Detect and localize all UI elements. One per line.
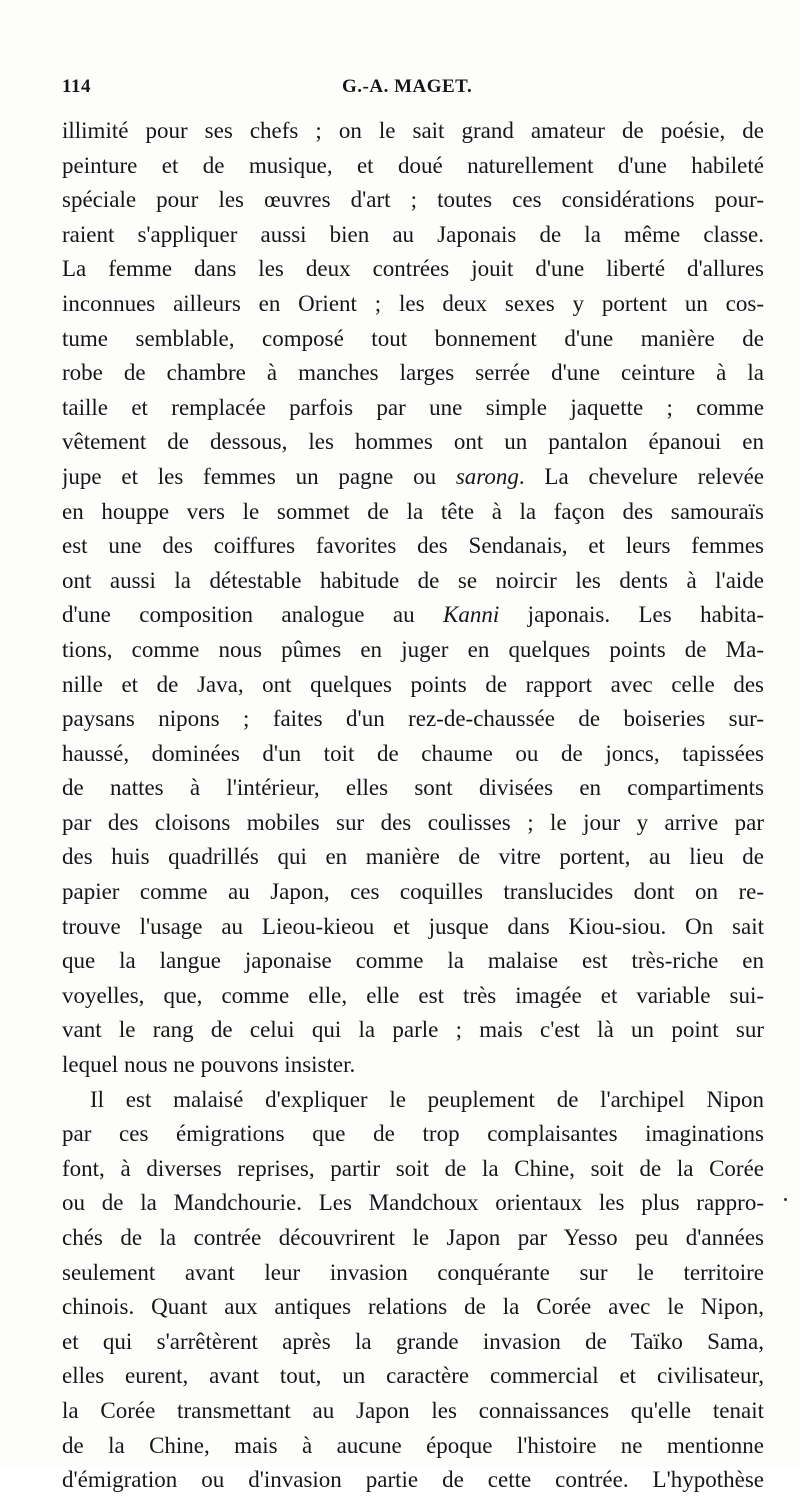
text-segment: chés de la contrée découvrirent le Japon par Yesso peu d'années xyxy=(62,1225,764,1250)
text-segment: des huis quadrillés qui en manière de vitre portent, au lieu de xyxy=(62,844,764,870)
text-line xyxy=(62,529,764,564)
text-segment: en houppe vers le sommet de la tête à la façon des samouraïs xyxy=(62,498,764,524)
text-segment: peinture et de musique, et doué naturellement d'une habileté xyxy=(62,152,764,178)
text-line xyxy=(62,322,764,357)
text-line xyxy=(62,1325,764,1360)
text-line xyxy=(62,840,764,875)
text-segment: est une des coiffures favorites des Sendanais, et leurs femmes xyxy=(62,533,764,559)
text-segment: taille et remplacée parfois par une simple jaquette ; comme xyxy=(62,394,764,420)
text-line xyxy=(62,633,764,668)
text-segment: que la langue japonaise comme la malaise est très-riche en xyxy=(62,948,764,974)
page-number: 114 xyxy=(62,76,91,97)
text-segment: par ces émigrations que de trop complaisantes imaginations xyxy=(62,1121,764,1147)
text-segment: d'émigration ou d'invasion partie de cette contrée. L'hypothèse xyxy=(62,1467,764,1493)
text-line xyxy=(62,1463,764,1498)
text-segment: la Corée transmettant au Japon les connaissances qu'elle tenait xyxy=(62,1397,764,1423)
text-line xyxy=(62,460,764,495)
text-line xyxy=(62,391,764,426)
text-line xyxy=(62,771,764,806)
text-line xyxy=(62,1221,764,1256)
text-line xyxy=(62,702,764,737)
text-segment: jupe et les femmes un pagne ou xyxy=(62,463,456,489)
text-segment: font, à diverses reprises, partir soit de la Chine, soit de la Corée xyxy=(62,1155,764,1181)
text-line xyxy=(62,1394,764,1429)
running-title: G.-A. MAGET. xyxy=(342,76,473,97)
text-segment: elles eurent, avant tout, un caractère commercial et civilisateur, xyxy=(62,1363,764,1389)
text-segment: La femme dans les deux contrées jouit d'une liberté d'allures xyxy=(62,256,764,282)
running-head xyxy=(62,76,764,106)
text-segment: spéciale pour les œuvres d'art ; toutes ces considérations pour- xyxy=(62,187,764,213)
text-line xyxy=(62,1256,764,1291)
italic-term: Kanni xyxy=(443,602,500,628)
text-line xyxy=(62,1083,764,1118)
text-line xyxy=(62,114,764,149)
text-segment: papier comme au Japon, ces coquilles translucides dont on re- xyxy=(62,879,764,905)
text-segment: trouve l'usage au Lieou-kieou et jusque dans Kiou-siou. On sait xyxy=(62,913,764,939)
text-line xyxy=(62,1048,764,1083)
text-line xyxy=(62,668,764,703)
text-segment: illimité pour ses chefs ; on le sait grand amateur de poésie, de xyxy=(62,118,764,143)
text-segment: de nattes à l'intérieur, elles sont divisées en compartiments xyxy=(62,775,764,801)
text-segment: voyelles, que, comme elle, elle est très imagée et variable sui- xyxy=(62,982,764,1008)
text-line xyxy=(62,1186,764,1221)
text-segment: d'une composition analogue au xyxy=(62,602,444,628)
text-line xyxy=(62,252,764,287)
text-segment: robe de chambre à manches larges serrée d'une ceinture à la xyxy=(62,360,764,386)
text-line xyxy=(62,910,764,945)
text-line xyxy=(62,425,764,460)
text-line xyxy=(62,564,764,599)
text-line xyxy=(62,737,764,772)
text-line xyxy=(62,149,764,184)
text-line xyxy=(62,1359,764,1394)
text-line xyxy=(62,183,764,218)
text-segment: . La chevelure relevée xyxy=(518,463,764,489)
text-segment: raient s'appliquer aussi bien au Japonais de la même classe. xyxy=(62,221,764,247)
text-line xyxy=(62,806,764,841)
text-segment: de la Chine, mais à aucune époque l'histoire ne mentionne xyxy=(62,1432,764,1458)
text-line xyxy=(62,495,764,530)
text-segment: Il est malaisé d'expliquer le peuplement de l'archipel Nipon xyxy=(90,1086,764,1112)
text-line xyxy=(62,1117,764,1152)
text-segment: tions, comme nous pûmes en juger en quelques points de Ma- xyxy=(62,636,764,662)
text-line xyxy=(62,218,764,253)
margin-ink-dot xyxy=(784,1198,787,1201)
text-line xyxy=(62,875,764,910)
text-line xyxy=(62,1152,764,1187)
text-line xyxy=(62,1013,764,1048)
text-line xyxy=(62,944,764,979)
text-segment: haussé, dominées d'un toit de chaume ou de joncs, tapissées xyxy=(62,740,764,766)
text-segment: seulement avant leur invasion conquérante sur le territoire xyxy=(62,1259,764,1285)
text-line xyxy=(62,1429,764,1464)
text-segment: inconnues ailleurs en Orient ; les deux sexes y portent un cos- xyxy=(62,290,764,316)
text-segment: tume semblable, composé tout bonnement d'une manière de xyxy=(62,325,764,351)
text-segment: chinois. Quant aux antiques relations de la Corée avec le Nipon, xyxy=(62,1294,764,1320)
body-text xyxy=(62,114,764,1498)
text-line xyxy=(62,356,764,391)
text-segment: et qui s'arrêtèrent après la grande invasion de Taïko Sama, xyxy=(62,1328,764,1354)
text-line xyxy=(62,1290,764,1325)
text-line xyxy=(62,598,764,633)
italic-term: sarong xyxy=(455,463,519,489)
text-segment: vêtement de dessous, les hommes ont un pantalon épanoui en xyxy=(62,429,764,455)
text-segment: nille et de Java, ont quelques points de rapport avec celle des xyxy=(62,671,764,697)
text-segment: lequel nous ne pouvons insister. xyxy=(62,1052,356,1078)
text-segment: par des cloisons mobiles sur des coulisses ; le jour y arrive par xyxy=(62,809,764,835)
text-segment: paysans nipons ; faites d'un rez-de-chaussée de boiseries sur- xyxy=(62,706,764,732)
text-segment: ont aussi la détestable habitude de se noircir les dents à l'aide xyxy=(62,567,764,593)
text-segment: vant le rang de celui qui la parle ; mais c'est là un point sur xyxy=(62,1017,764,1043)
text-line xyxy=(62,287,764,322)
text-segment: japonais. Les habita- xyxy=(499,602,764,628)
text-segment: ou de la Mandchourie. Les Mandchoux orientaux les plus rappro- xyxy=(62,1190,764,1216)
text-line xyxy=(62,979,764,1014)
